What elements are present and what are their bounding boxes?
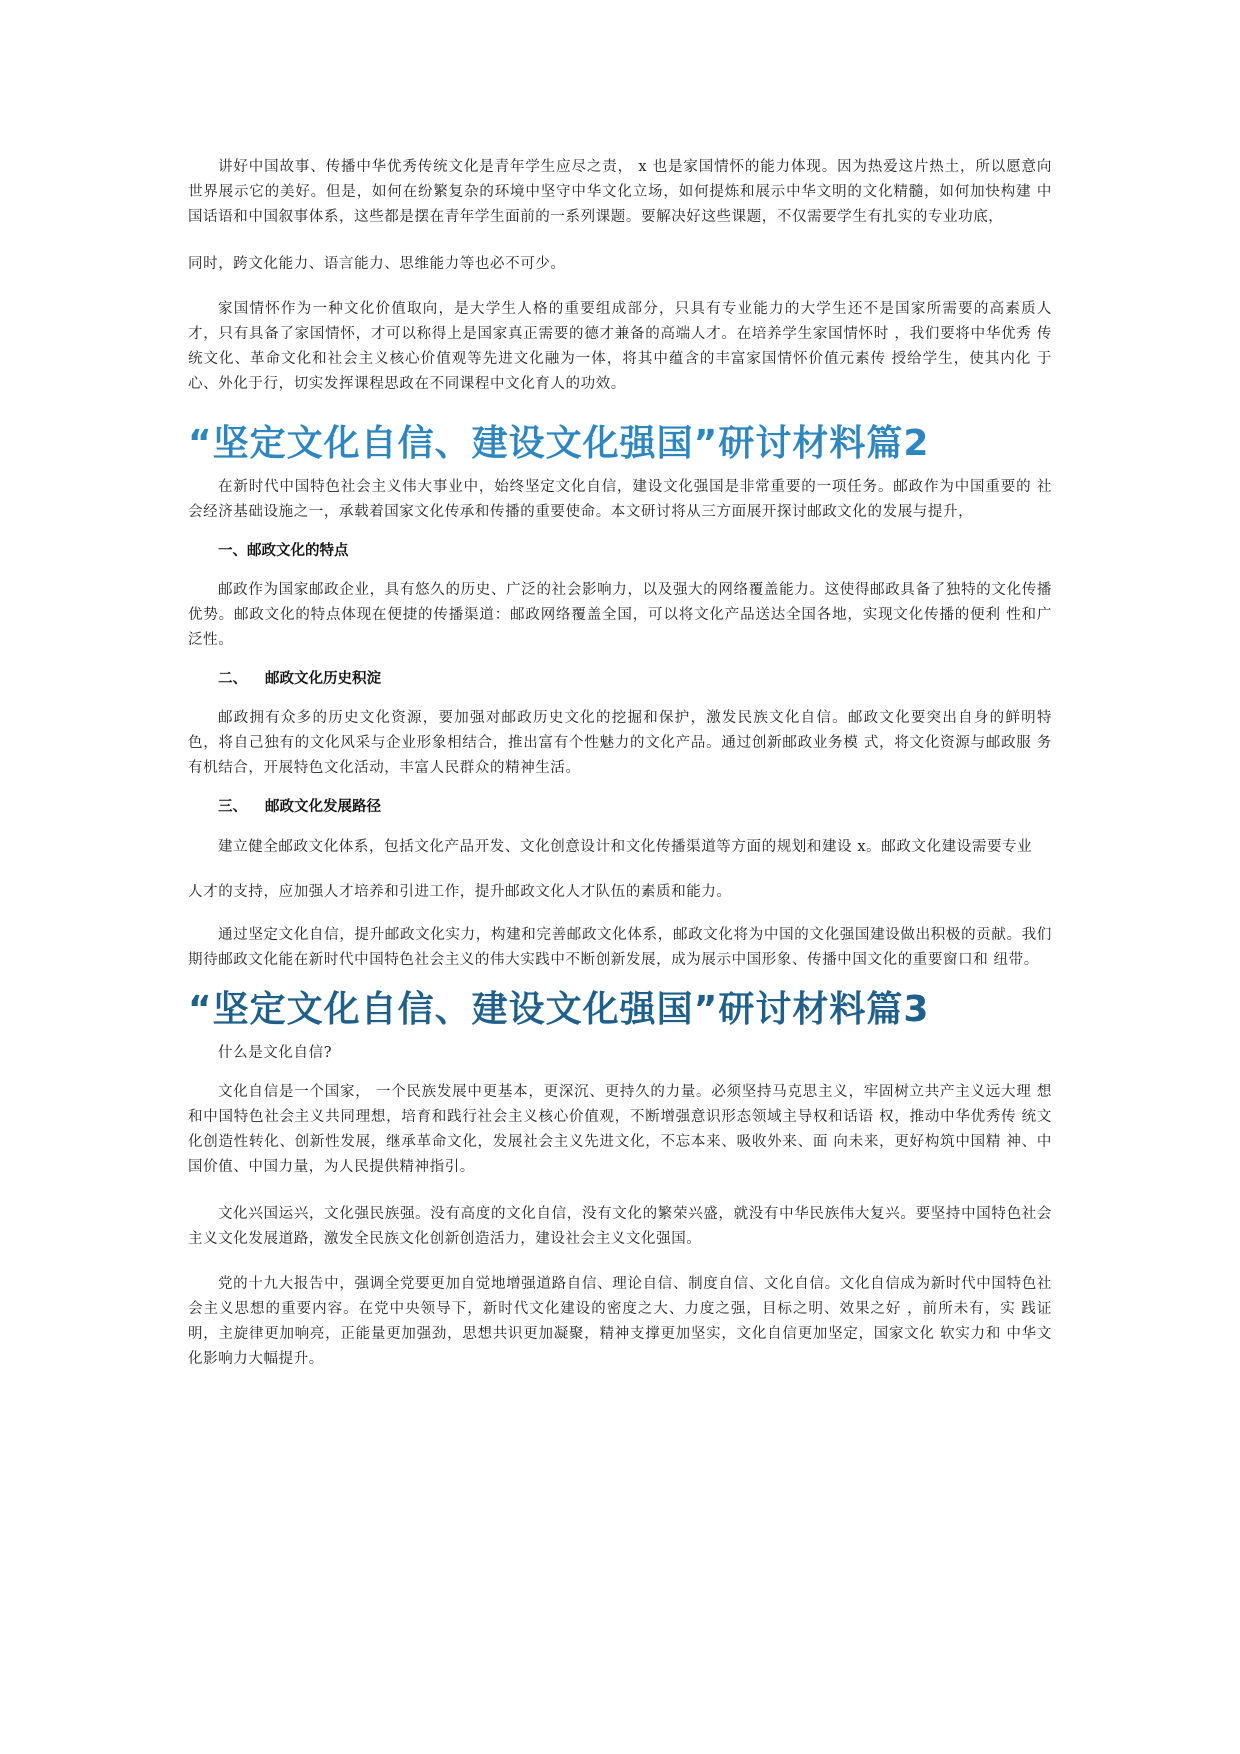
paragraph: 讲好中国故事、传播中华优秀传统文化是青年学生应尽之责， x 也是家国情怀的能力体现。因为热爱这片热土，所以愿意向 世界展示它的美好。但是，如何在纷繁复杂的环境中坚守中华文化立场，如何提炼和展示中华文明的文化精髓，如何加快构建 中国话语和中国叙事体系，这些都是摆在青年学生面前的一系列课题。要解决好这些课题，不仅需要学生有扎实的专业功底， — [188, 159, 1052, 225]
subheading-2 — [188, 667, 1052, 692]
section-title-2: “坚定文化自信、建设文化强国”研讨材料篇2 — [188, 423, 930, 464]
paragraph: 建立健全邮政文化体系，包括文化产品开发、文化创意设计和文化传播渠道等方面的规划和建设 x。邮政文化建设需要专业 — [218, 839, 1033, 855]
paragraph: 人才的支持，应加强人才培养和引进工作，提升邮政文化人才队伍的素质和能力。 — [188, 884, 732, 900]
subheading-text: 邮政文化历史积淀 — [265, 671, 381, 687]
paragraph: 邮政拥有众多的历史文化资源，要加强对邮政历史文化的挖掘和保护，激发民族文化自信。邮政文化要突出自身的鲜明特 色，将自己独有的文化风采与企业形象相结合，推出富有个性魅力的文化产品。通过创新邮政业务模 式，将文化资源与邮政服 务有机结合，开展特色文化活动，丰富人民群众的精神生活。 — [188, 710, 1052, 776]
paragraph: 什么是文化自信? — [218, 1045, 333, 1061]
subheading-3 — [188, 795, 1052, 820]
paragraph: 文化自信是一个国家， 一个民族发展中更基本，更深沉、更持久的力量。必须坚持马克思主义，牢固树立共产主义远大理 想和中国特色社会主义共同理想，培育和践行社会主义核心价值观，不断增强意识形态领域主导权和话语 权，推动中华优秀传 统文化创造性转化、创新性发展，继承革命文化，发展社会主义先进文化，不忘本来、吸收外来、面 向未来，更好构筑中国精 神、中国价值、中国力量，为人民提供精神指引。 — [188, 1084, 1052, 1175]
paragraph: 通过坚定文化自信，提升邮政文化实力，构建和完善邮政文化体系，邮政文化将为中国的文化强国建设做出积极的贡献。我们期待邮政文化能在新时代中国特色社会主义的伟大实践中不断创新发展，成为展示中国形象、传播中国文化的重要窗口和 纽带。 — [188, 927, 1052, 968]
subheading-text: 邮政文化发展路径 — [265, 799, 381, 815]
paragraph: 同时，跨文化能力、语言能力、思维能力等也必不可少。 — [188, 256, 566, 272]
paragraph: 党的十九大报告中，强调全党要更加自觉地增强道路自信、理论自信、制度自信、文化自信。文化自信成为新时代中国特色社会主义思想的重要内容。在党中央领导下，新时代文化建设的密度之大、力度之强，目标之明、效果之好 ，前所未有，实 践证明，主旋律更加响亮，正能量更加强劲，思想共识更加凝聚，精神支撑更加坚实，文化自信更加坚定，国家文化 软实力和 中华文化影响力大幅提升。 — [188, 1276, 1052, 1367]
paragraph: 邮政作为国家邮政企业，具有悠久的历史、广泛的社会影响力，以及强大的网络覆盖能力。这使得邮政具备了独特的文化传播优势。邮政文化的特点体现在便捷的传播渠道：邮政网络覆盖全国，可以将文化产品送达全国各地，实现文化传播的便利 性和广泛性。 — [188, 582, 1052, 648]
section-title-3: “坚定文化自信、建设文化强国”研讨材料篇3 — [188, 989, 930, 1030]
paragraph: 家国情怀作为一种文化价值取向，是大学生人格的重要组成部分，只具有专业能力的大学生还不是国家所需要的高素质人 才，只有具备了家国情怀，才可以称得上是国家真正需要的德才兼备的高端人才。在培养学生家国情怀时 ，我们要将中华优秀 传统文化、革命文化和社会主义核心价值观等先进文化融为一体，将其中蕴含的丰富家国情怀价值元素传 授给学生，使其内化 于心、外化于行，切实发挥课程思政在不同课程中文化育人的功效。 — [188, 301, 1052, 392]
subheading-number: 二、 — [218, 671, 247, 687]
paragraph: 文化兴国运兴，文化强民族强。没有高度的文化自信，没有文化的繁荣兴盛，就没有中华民族伟大复兴。要坚持中国特色社会主义文化发展道路，激发全民族文化创新创造活力，建设社会主义文化强国。 — [188, 1206, 1052, 1247]
paragraph: 在新时代中国特色社会主义伟大事业中，始终坚定文化自信，建设文化强国是非常重要的一项任务。邮政作为中国重要的 社会经济基础设施之一，承载着国家文化传承和传播的重要使命。本文研讨将从三方面展开探讨邮政文化的发展与提升， — [188, 479, 1052, 520]
document-body — [188, 155, 1052, 1372]
subheading-1: 一、邮政文化的特点 — [218, 543, 349, 559]
subheading-number: 三、 — [218, 799, 247, 815]
